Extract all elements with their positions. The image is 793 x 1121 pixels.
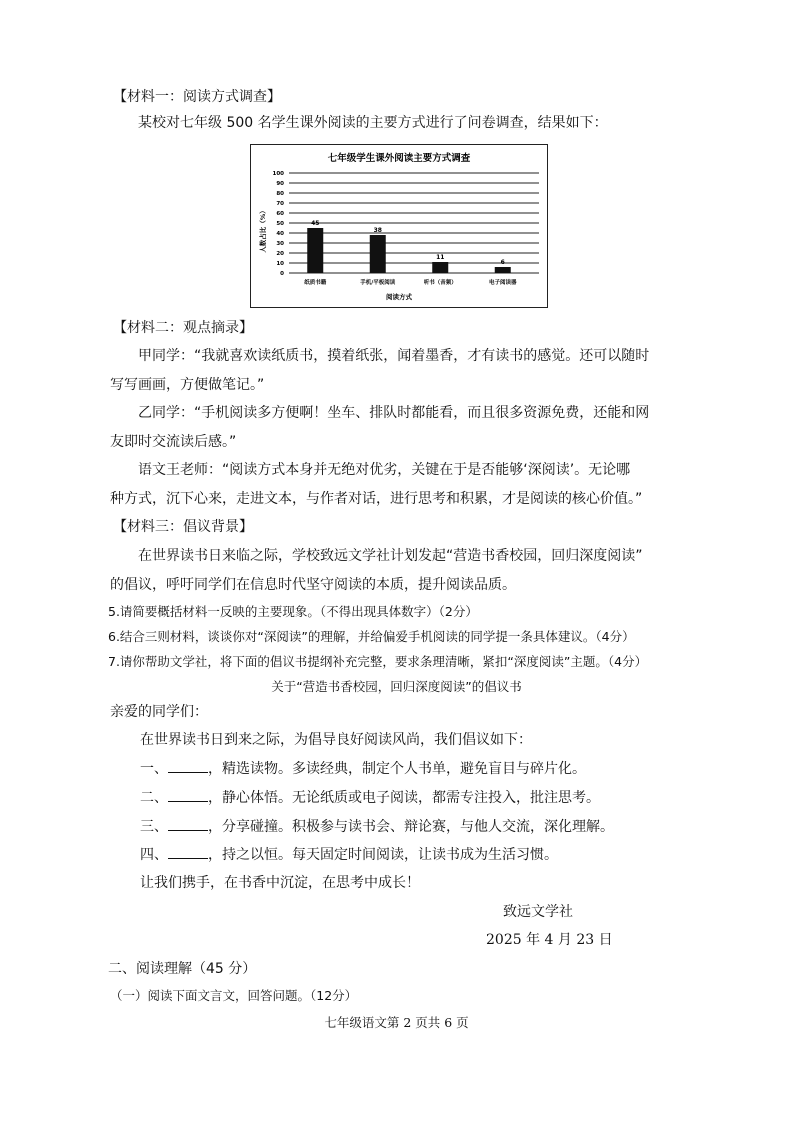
chart-data-label: 45: [311, 220, 320, 227]
material2-p3-line1: 语文王老师：“阅读方式本身并无绝对优劣，关键在于是否能够‘深阅读’。无论哪: [138, 462, 631, 478]
question-5: 5.请简要概括材料一反映的主要现象。（不得出现具体数字）（2分）: [108, 604, 478, 619]
chart-y-tick-label: 10: [276, 261, 284, 268]
material2-p3-line2: 种方式，沉下心来，走进文本，与作者对话，进行思考和积累，才是阅读的核心价值。”: [110, 491, 643, 507]
chart-bars: [307, 228, 511, 273]
chart-x-axis-label: 阅读方式: [386, 293, 412, 301]
proposal-greeting: 亲爱的同学们：: [110, 704, 208, 720]
material2-p1-line1: 甲同学：“我就喜欢读纸质书，摸着纸张，闻着墨香，才有读书的感觉。还可以随时: [138, 348, 650, 364]
proposal-item-text: ，精选读物。多读经典，制定个人书单，避免盲目与碎片化。: [208, 761, 586, 777]
bar-chart: [250, 144, 548, 308]
question-7: 7.请你帮助文学社，将下面的倡议书提纲补充完整，要求条理清晰，紧扣“深度阅读”主题。（4分）: [108, 654, 648, 669]
proposal-item: [140, 760, 586, 778]
proposal-item: [140, 818, 614, 836]
question-6: 6.结合三则材料，谈谈你对“深阅读”的理解，并给偏爱手机阅读的同学提一条具体建议。（4分）: [108, 629, 635, 644]
proposal-item-number: 二、: [140, 790, 168, 806]
chart-y-tick-label: 20: [276, 251, 284, 258]
chart-y-tick-label: 70: [276, 201, 284, 208]
chart-bar: [495, 267, 511, 273]
chart-y-tick-label: 40: [276, 231, 284, 238]
page-footer: 七年级语文第 2 页共 6 页: [324, 1015, 469, 1030]
chart-data-label: 38: [373, 227, 382, 234]
chart-y-tick-label: 80: [276, 191, 284, 198]
proposal-intro: 在世界读书日到来之际，为倡导良好阅读风尚，我们倡议如下：: [140, 732, 532, 748]
chart-y-tick-label: 0: [280, 271, 284, 278]
proposal-title: 关于“营造书香校园，回归深度阅读”的倡议书: [271, 679, 522, 694]
material2-p2-line1: 乙同学：“手机阅读多方便啊！坐车、排队时都能看，而且很多资源免费，还能和网: [138, 405, 650, 421]
proposal-item: [140, 789, 600, 807]
answer-blank[interactable]: [168, 760, 208, 773]
material1-heading: 【材料一：阅读方式调查】: [113, 89, 281, 105]
chart-bar: [307, 228, 323, 273]
proposal-item-number: 三、: [140, 819, 168, 835]
proposal-item-text: ，静心体悟。无论纸质或电子阅读，都需专注投入，批注思考。: [208, 790, 600, 806]
chart-x-tick-label: 手机/平板阅读: [360, 280, 396, 286]
chart-y-tick-label: 50: [276, 221, 284, 228]
proposal-item: [140, 846, 558, 864]
proposal-item-text: ，分享碰撞。积极参与读书会、辩论赛，与他人交流，深化理解。: [208, 819, 614, 835]
material1-intro: 某校对七年级 500 名学生课外阅读的主要方式进行了问卷调查，结果如下：: [138, 115, 608, 131]
proposal-item-text: ，持之以恒。每天固定时间阅读，让读书成为生活习惯。: [208, 847, 558, 863]
proposal-item-number: 一、: [140, 761, 168, 777]
material3-line1: 在世界读书日来临之际，学校致远文学社计划发起“营造书香校园，回归深度阅读”: [138, 548, 643, 564]
chart-x-ticks: [304, 278, 517, 286]
chart-data-label: 6: [500, 259, 505, 266]
chart-y-tick-label: 30: [276, 241, 284, 248]
material3-line2: 的倡议，呼吁同学们在信息时代坚守阅读的本质，提升阅读品质。: [110, 577, 516, 593]
chart-y-axis-label: 人数占比（%）: [259, 207, 267, 253]
answer-blank[interactable]: [168, 789, 208, 802]
answer-blank[interactable]: [168, 846, 208, 859]
answer-blank[interactable]: [168, 818, 208, 831]
proposal-signature: 致远文学社: [503, 904, 573, 920]
material3-heading: 【材料三：倡议背景】: [113, 519, 253, 535]
material2-heading: 【材料二：观点摘录】: [113, 320, 253, 336]
chart-x-tick-label: 听书（音频）: [423, 280, 457, 286]
chart-y-ticks: [273, 171, 285, 277]
chart-gridlines: [289, 173, 539, 273]
proposal-date: 2025 年 4 月 23 日: [486, 932, 613, 948]
section2-heading: 二、阅读理解（45 分）: [108, 961, 257, 977]
material2-p2-line2: 友即时交流读后感。”: [110, 434, 237, 450]
section2-subheading: （一）阅读下面文言文，回答问题。（12分）: [110, 988, 358, 1003]
chart-bar: [370, 235, 386, 273]
chart-x-tick-label: 电子阅读器: [488, 280, 517, 286]
bar-chart-svg: [251, 145, 547, 307]
chart-y-tick-label: 60: [276, 211, 284, 218]
chart-x-tick-label: 纸质书籍: [304, 280, 327, 286]
chart-title: 七年级学生课外阅读主要方式调查: [327, 153, 471, 164]
chart-data-label: 11: [436, 254, 445, 261]
proposal-closing: 让我们携手，在书香中沉淀，在思考中成长！: [140, 875, 420, 891]
chart-y-tick-label: 100: [272, 171, 284, 178]
chart-y-tick-label: 90: [276, 181, 284, 188]
material2-p1-line2: 写写画画，方便做笔记。”: [110, 377, 265, 393]
proposal-item-number: 四、: [140, 847, 168, 863]
chart-bar: [432, 262, 448, 273]
